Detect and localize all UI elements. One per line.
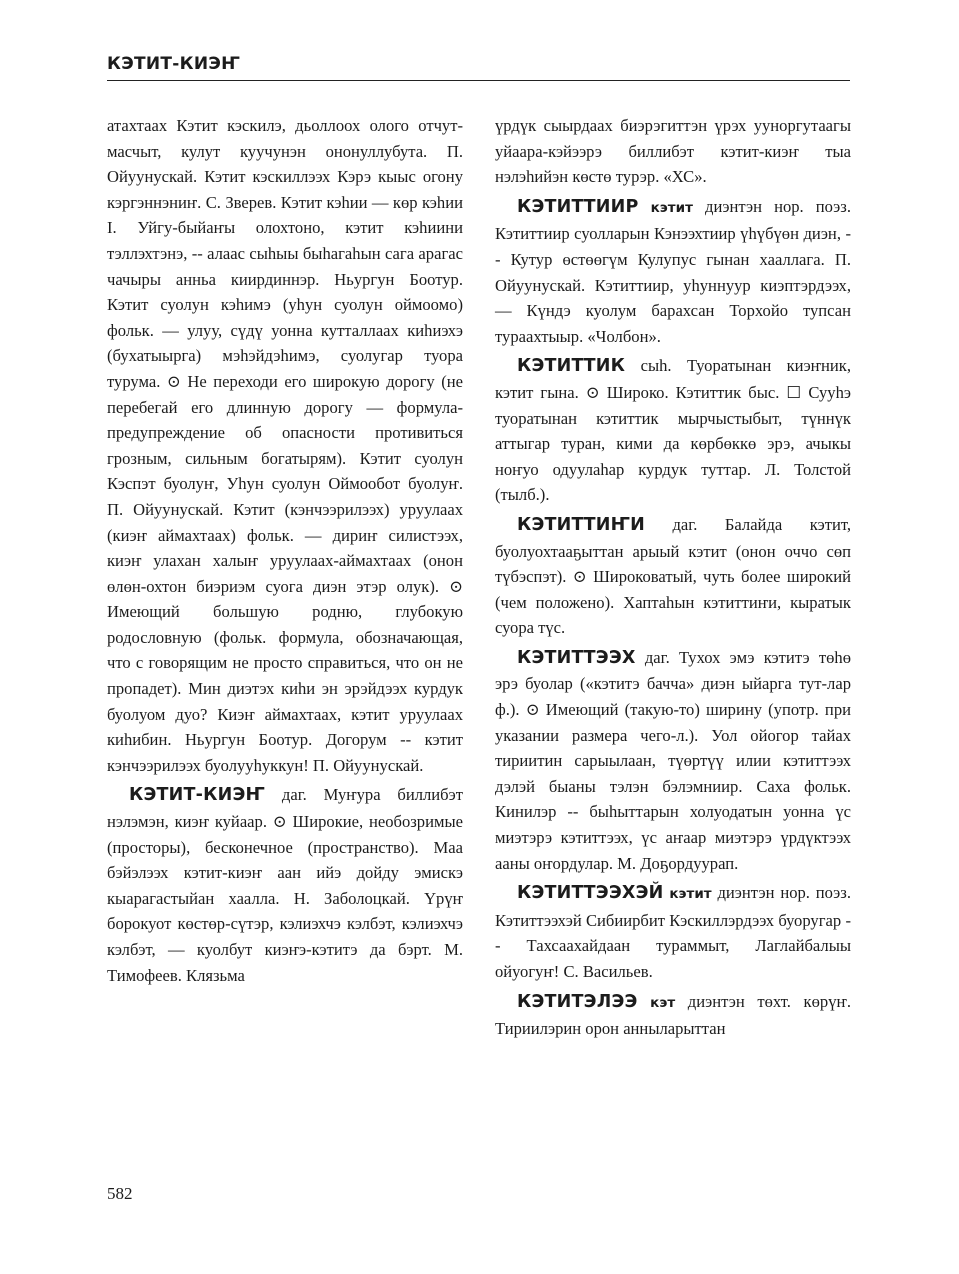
running-header (107, 46, 850, 81)
headword-source: кэтит (650, 199, 693, 216)
entry-ketittik (495, 353, 851, 508)
headword: КЭТИТ-КИЭҤ (129, 785, 266, 806)
headword: КЭТИТЭЛЭЭ (517, 991, 638, 1012)
entry-continuation: үрдүк сыырдаах биэрэгиттэн үрэх ууноргутаагы уйаара-кэйээрэ биллибэт кэтит-киэҥ тыа нэлэһийэн көстө турэр. «ХС». (495, 116, 851, 187)
running-header-title: КЭТИТ-КИЭҤ (107, 54, 241, 74)
entry-ketitteekh (495, 645, 851, 876)
headword-source: кэтит (669, 886, 712, 903)
entry-ketitteekhey (495, 880, 851, 984)
headword: КЭТИТТИИР (517, 196, 639, 217)
entry-body: сыһ. Туоратынан киэҥник, кэтит гына. ⊙ Широко. Кэтиттик быс. ☐ Сууһэ туоратынан кэтиттик мырчыстыбыт, түннүк аттыгар туран, кими да көрбөккө эрэ, ачыкы ноҥуо одуулаһар курдук туттар. Л. Толстой (тылб.). (495, 356, 851, 505)
entry-body: даг. Муҥура биллибэт нэлэмэн, киэҥ куйаар. ⊙ Широкие, необозримые (просторы), бесконечное (пространство). Маа бэйэлээх кэтит-киэҥ аан ийэ дойду эмискэ кыарагастыйан хаалла. Н. Заболоцкай. Үрүҥ борокуот көстөр-сүтэр, кэлиэхчэ кэлбэт, кэлиэхчэ кэлбэт, — куолбут киэҥэ-кэтитэ да бэрт. М. Тимофеев. Клязьма (107, 785, 463, 985)
headword: КЭТИТТЭЭХ (517, 647, 636, 668)
entry-ketittiir (495, 194, 851, 350)
entry-body: диэнтэн төхт. көрүҥ. Тириилэрин орон анныларыттан (495, 991, 851, 1039)
headword: КЭТИТТИК (517, 356, 626, 377)
left-column (107, 113, 463, 988)
entry-body: даг. Балайда кэтит, буолуохтааҕыттан арыый кэтит (онон оччо сөп түбэспэт). ⊙ Широковатый, чуть более широкий (чем положено). Хаптаһын кэтиттиҥи, кыратык суора түс. (495, 514, 851, 638)
entry-body: даг. Тухох эмэ кэтитэ төһө эрэ буолар («кэтитэ баччa» диэн ыйарга тут-лар ф.). ⊙ Имеющий (такую-то) ширину (употр. при указании размера чего-л.). Уол ойогор тайах тириитин сарыылаан, түөртүү илии кэтиттээх дэлэй быаны тэлэн бэлэмниир. Саха фольк. Кинилэр -- быһыттарын холуодатын уонна үс миэтэрэ кэтиттээх, үс аҥаар миэтэрэ үрдүктээх ааны оҥордулар. М. Доҕордуурап. (495, 647, 851, 873)
entry-ketitelee (495, 989, 851, 1042)
entry-ketit-kieng (107, 782, 463, 988)
entry-continuation: атахтаах Кэтит кэскилэ, дьоллоох олого отчут-масчыт, кулут куучунэн ононуллубута. П. Ойуунускай. Кэтит кэскиллээх Кэрэ кыыс огону кэргэннэниҥ. С. Зверев. Кэтит кэһии — көр кэһии I. Уйгу-быйаҥы олохтоно, кэтит кэһиини тэллэхтэнэ, -- алаас сыһыы быһагаһын сага арагас чачыры анньа киирдиннэр. Ньургун Боотур. Кэтит суолун кэһимэ (уһун суолун оймоомо) фольк. — улуу, сүдү уонна кутталлаах киһиэхэ (бухатыырга) мэһэйдэһимэ, суолугар туора турума. ⊙ Не переходи его широкую дорогу (не перебегай его длинную дорогу — формула-предупреждение об опасности противиться грозным, сильным богатырям). Кэтит суолун Кэспэт буолуҥ, Уһун суолун Оймообот буолуҥ. П. Ойуунускай. Кэтит (кэнчээрилээх) уруулаах (киэҥ аймахтаах) фольк. — дириҥ силистээх, киэҥ улахан халыҥ уруулаах-аймахтаах (онон өлөн-охтон биэриэм суога диэн этэр олук). ⊙ Имеющий большую родню, глубокую родословную (фольк. формула, обозначающая, что с говорящим не просто справиться, что он не пропадет). Мин диэтэх киһи эн эрэйдээх курдук буолуом дуо? Киэҥ аймахтаах, кэтит уруулаах киһибин. Ньургун Боотур. Догорум -- кэтит кэнчээрилээх буолууһуккун! П. Ойуунускай. (107, 116, 463, 775)
headword: КЭТИТТЭЭХЭЙ (517, 883, 664, 904)
headword: КЭТИТТИҤИ (517, 514, 645, 535)
headword-source: кэт (650, 994, 676, 1011)
entry-ketittingi (495, 512, 851, 641)
entry-body: диэнтэн нор. поэз. Кэтиттээхэй Сибиирбит Кэскиллэрдээх буоругар -- Тахсаахайдаан тураммыт, Лаглайбалыы ойуогуҥ! С. Васильев. (495, 883, 851, 981)
page-number: 582 (107, 1184, 133, 1203)
entry-body: диэнтэн нор. поэз. Кэтиттиир суолларын Кэнээхтиир үһүбүөн диэн, -- Кутур өстөөгүм Кулупус гынан хааллага. П. Ойуунускай. Кэтиттиир, уһуннуур киэптэрдээх, — Күндэ куолум барахсан Торхойо тупсан тураахтыыр. «Чолбон». (495, 196, 851, 346)
right-column (495, 113, 851, 1042)
